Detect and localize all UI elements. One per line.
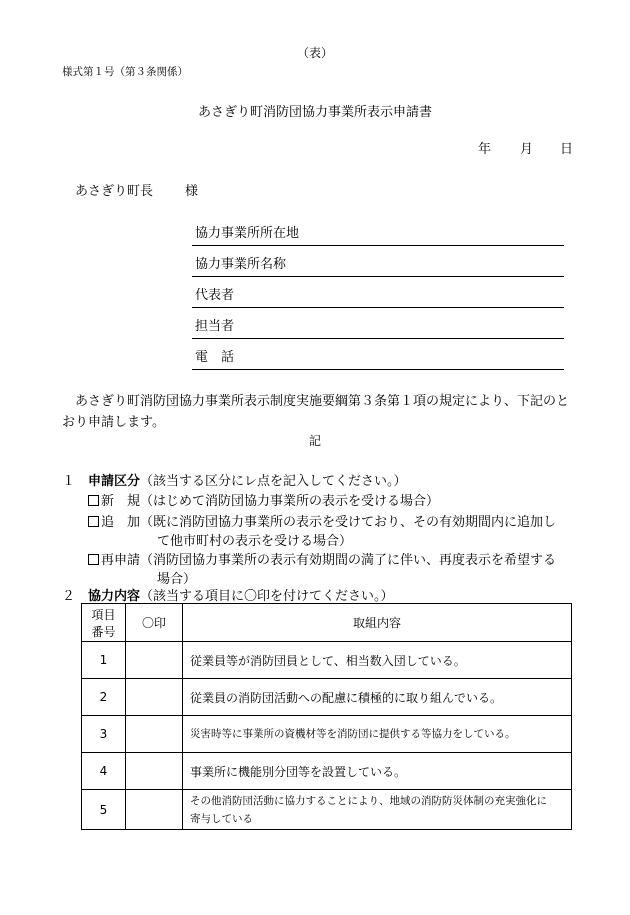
table-row (82, 679, 572, 716)
checkbox[interactable] (88, 554, 99, 565)
table-row (82, 753, 572, 790)
date-day-label: 日 (560, 142, 574, 157)
application-statement: あさぎり町消防団協力事業所表示制度実施要綱第３条第１項の規定により、下記のとおり申請します。 (62, 394, 570, 430)
checkbox[interactable] (88, 516, 99, 527)
section2-title: 協力内容 (88, 589, 141, 604)
field-label: 電 話 (195, 350, 235, 365)
header-mark: 〇印 (126, 604, 183, 642)
section1-title: 申請区分 (88, 474, 141, 489)
addressee-name: あさぎり町長 (75, 184, 154, 199)
row-content: 事業所に機能別分団等を設置している。 (183, 753, 572, 790)
section1-heading (62, 470, 582, 488)
option-add (88, 511, 556, 530)
table-header-row (82, 604, 572, 642)
applicant-field-representative[interactable] (192, 278, 564, 308)
applicant-field-person-in-charge[interactable] (192, 309, 564, 339)
field-label: 協力事業所所在地 (195, 226, 300, 241)
date-month-label: 月 (520, 142, 534, 157)
option-desc: （既に消防団協力事業所の表示を受けており、その有効期間内に追加し (140, 515, 557, 530)
field-label: 担当者 (195, 319, 235, 334)
option-label: 新 規 (101, 494, 141, 509)
ki-heading: 記 (308, 434, 321, 448)
option-new (88, 490, 439, 509)
mark-cell[interactable] (126, 753, 183, 790)
option-add-desc-cont: て他市町村の表示を受ける場合） (157, 534, 353, 549)
section2-number: ２ (62, 589, 76, 604)
header-item-number: 項目 番号 (82, 604, 126, 642)
section1-number: １ (62, 474, 76, 489)
section2-note: （該当する項目に〇印を付けてください。） (140, 589, 394, 604)
option-label: 再申請 (101, 553, 141, 568)
option-label: 追 加 (101, 515, 141, 530)
side-label: （表） (296, 46, 333, 60)
table-row (82, 790, 572, 830)
row-number: 5 (82, 790, 126, 830)
option-desc: （消防団協力事業所の表示有効期間の満了に伴い、再度表示を希望する (140, 553, 557, 568)
header-content: 取組内容 (183, 604, 572, 642)
row-content: 従業員の消防団活動への配慮に積極的に取り組んでいる。 (183, 679, 572, 716)
option-reapply-desc-cont: 場合） (157, 572, 197, 587)
applicant-field-phone[interactable] (192, 340, 564, 370)
row-number: 2 (82, 679, 126, 716)
row-number: 4 (82, 753, 126, 790)
document-title: あさぎり町消防団協力事業所表示申請書 (197, 105, 432, 120)
mark-cell[interactable] (126, 790, 183, 830)
date-year-label: 年 (478, 142, 492, 157)
applicant-field-name[interactable] (192, 247, 564, 277)
table-row (82, 642, 572, 679)
cooperation-table (81, 603, 572, 830)
mark-cell[interactable] (126, 716, 183, 753)
section1-note: （該当する区分にレ点を記入してください。） (140, 474, 407, 489)
row-number: 3 (82, 716, 126, 753)
mark-cell[interactable] (126, 679, 183, 716)
field-label: 代表者 (195, 288, 235, 303)
addressee (75, 180, 198, 199)
mark-cell[interactable] (126, 642, 183, 679)
row-content: その他消防団活動に協力することにより、地域の消防防災体制の充実強化に 寄与している (183, 790, 572, 830)
section2-heading (62, 585, 582, 603)
row-number: 1 (82, 642, 126, 679)
addressee-honorific: 様 (185, 184, 199, 199)
checkbox[interactable] (88, 495, 99, 506)
field-label: 協力事業所名称 (195, 257, 287, 272)
option-desc: （はじめて消防団協力事業所の表示を受ける場合） (140, 494, 440, 509)
row-content: 災害時等に事業所の資機材等を消防団に提供する等協力をしている。 (183, 716, 572, 753)
table-row (82, 716, 572, 753)
option-reapply (88, 549, 556, 568)
applicant-field-address[interactable] (192, 216, 564, 246)
row-content: 従業員等が消防団員として、相当数入団している。 (183, 642, 572, 679)
form-number: 様式第１号（第３条関係） (62, 66, 188, 78)
